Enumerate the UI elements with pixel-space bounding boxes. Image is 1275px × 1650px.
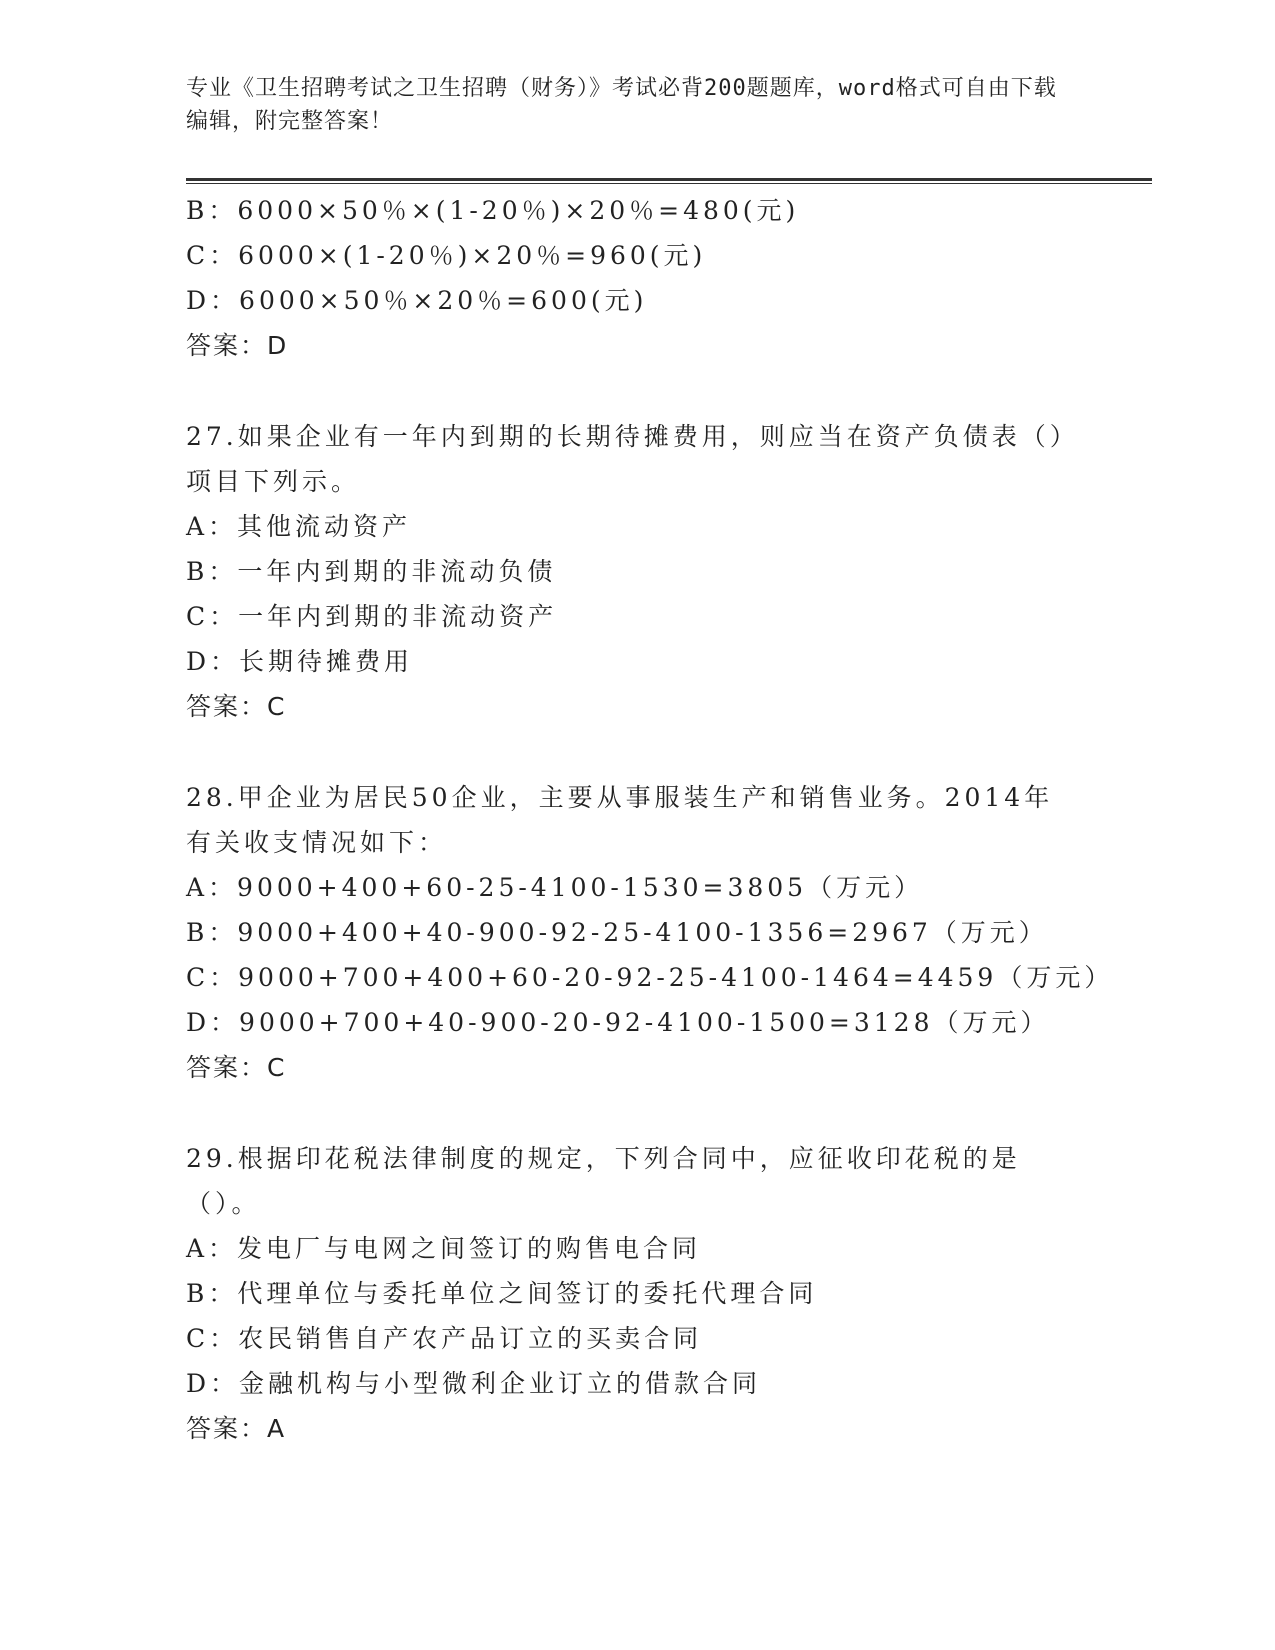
option-b: B：9000+400+40-900-92-25-4100-1356=2967（万元） (186, 918, 1048, 947)
option-d: D：9000+700+40-900-20-92-4100-1500=3128（万元） (186, 1008, 1050, 1037)
answer-line: 答案：C (186, 692, 287, 721)
question-text: 27.如果企业有一年内到期的长期待摊费用，则应当在资产负债表（）项目下列示。 (186, 422, 1067, 496)
option-d: D：金融机构与小型微利企业订立的借款合同 (186, 1369, 762, 1398)
option-d: D：长期待摊费用 (186, 647, 414, 676)
question-text: 29.根据印花税法律制度的规定，下列合同中，应征收印花税的是（）。 (186, 1144, 1021, 1218)
answer-line: 答案：D (186, 331, 289, 360)
option-a: A：其他流动资产 (186, 512, 412, 541)
option-d: D：6000×50％×20％=600(元) (186, 286, 648, 315)
header-rule-thick (186, 178, 1152, 181)
option-a: A：发电厂与电网之间签订的购售电合同 (186, 1234, 702, 1263)
header-rule-thin (186, 183, 1152, 184)
question-28 (186, 775, 1114, 1091)
question-list (186, 188, 1114, 1452)
document-title: 专业《卫生招聘考试之卫生招聘（财务）》考试必背200题题库，word格式可自由下载编辑，附完整答案！ (186, 76, 1057, 134)
document-header (186, 72, 1066, 138)
option-c: C：农民销售自产农产品订立的买卖合同 (186, 1324, 703, 1353)
prev-question-tail (186, 188, 1076, 369)
question-27 (186, 414, 1076, 730)
option-a: A：9000+400+60-25-4100-1530=3805（万元） (186, 873, 924, 902)
option-b: B：一年内到期的非流动负债 (186, 557, 557, 586)
option-c: C：一年内到期的非流动资产 (186, 602, 558, 631)
question-text: 28.甲企业为居民50企业，主要从事服装生产和销售业务。2014年有关收支情况如下： (186, 783, 1054, 857)
answer-line: 答案：C (186, 1053, 287, 1082)
option-c: C：6000×(1-20％)×20％=960(元) (186, 241, 707, 270)
option-b: B：6000×50％×(1-20％)×20％=480(元) (186, 196, 800, 225)
option-c: C：9000+700+400+60-20-92-25-4100-1464=4459（万元） (186, 963, 1114, 992)
option-b: B：代理单位与委托单位之间签订的委托代理合同 (186, 1279, 818, 1308)
question-29 (186, 1136, 1076, 1452)
answer-line: 答案：A (186, 1414, 287, 1443)
